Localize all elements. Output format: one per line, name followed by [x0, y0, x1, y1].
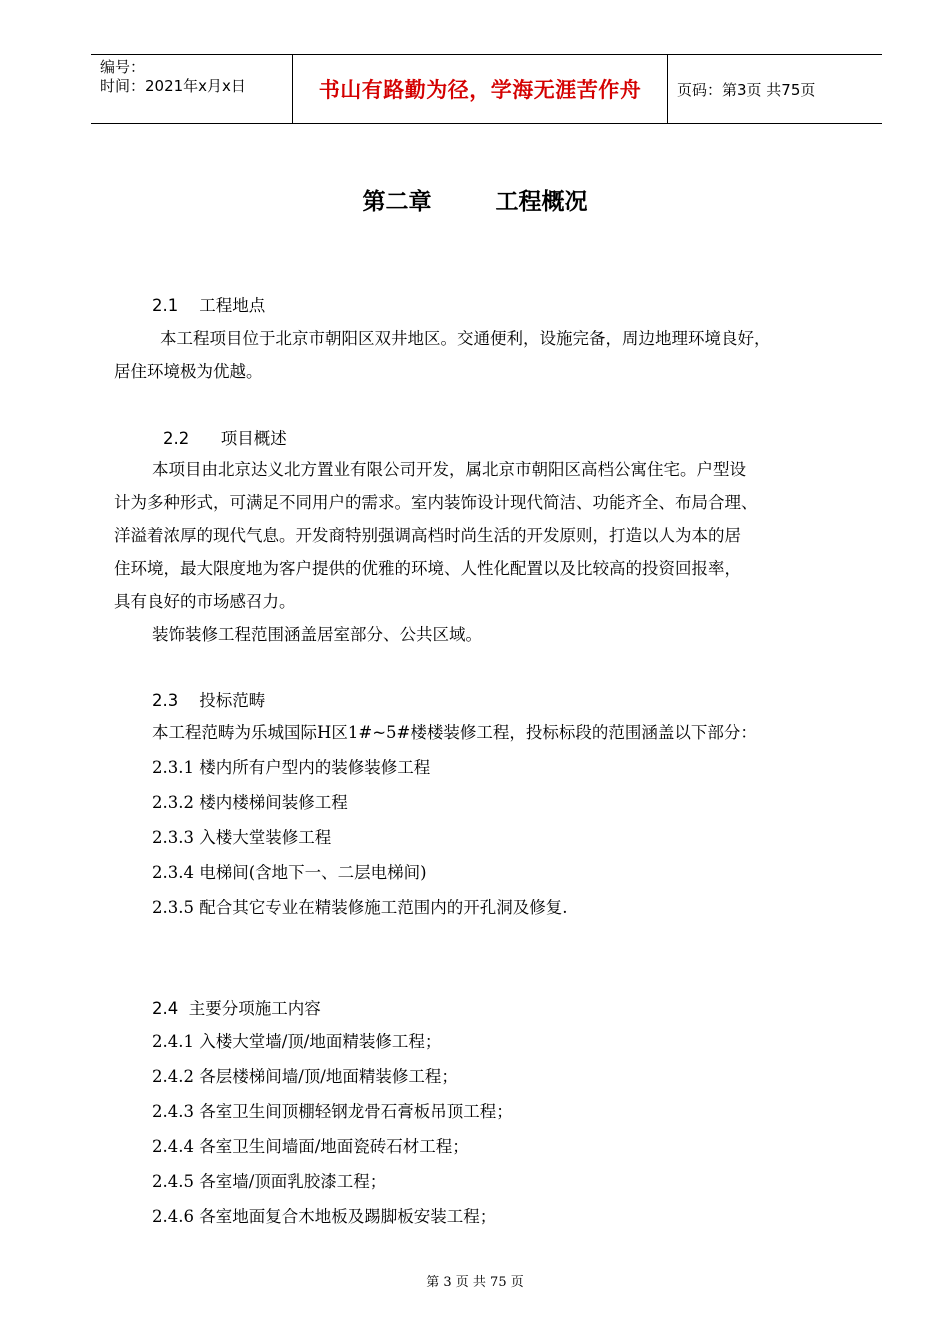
- list-item: 2.4.5 各室墙/顶面乳胶漆工程；: [152, 1172, 387, 1191]
- header-left-cell: [91, 55, 292, 123]
- doc-number-label: 编号：: [100, 58, 146, 76]
- header-motto: 书山有路勤为径，学海无涯苦作舟: [318, 78, 642, 102]
- list-item: 2.3.4 电梯间(含地下一、二层电梯间): [152, 863, 427, 882]
- section-heading-2-1: 2.1 工程地点: [152, 296, 266, 315]
- paragraph-line: 具有良好的市场感召力。: [114, 592, 296, 611]
- header-page-cell: [668, 55, 882, 123]
- list-item: 2.3.1 楼内所有户型内的装修装修工程: [152, 758, 431, 777]
- list-item: 2.4.3 各室卫生间顶棚轻钢龙骨石膏板吊顶工程；: [152, 1102, 513, 1121]
- list-item: 2.4.6 各室地面复合木地板及踢脚板安装工程；: [152, 1207, 497, 1226]
- page-footer: 第 3 页 共 75 页: [426, 1275, 524, 1290]
- list-item: 2.4.1 入楼大堂墙/顶/地面精装修工程；: [152, 1032, 442, 1051]
- paragraph-line: 装饰装修工程范围涵盖居室部分、公共区域。: [152, 625, 482, 644]
- paragraph-line: 本项目由北京达义北方置业有限公司开发，属北京市朝阳区高档公寓住宅。户型设: [152, 460, 746, 479]
- section-heading-2-2: 2.2 项目概述: [163, 429, 287, 448]
- list-item: 2.3.5 配合其它专业在精装修施工范围内的开孔洞及修复.: [152, 898, 568, 917]
- paragraph-line: 居住环境极为优越。: [114, 362, 263, 381]
- list-item: 2.3.2 楼内楼梯间装修工程: [152, 793, 348, 812]
- section-heading-2-3: 2.3 投标范畴: [152, 691, 266, 710]
- paragraph-line: 洋溢着浓厚的现代气息。开发商特别强调高档时尚生活的开发原则，打造以人为本的居: [114, 526, 741, 545]
- doc-date-label: 时间：2021年x月x日: [100, 77, 246, 95]
- header-page-code: 页码：第3页 共75页: [677, 80, 816, 99]
- list-item: 2.4.4 各室卫生间墙面/地面瓷砖石材工程；: [152, 1137, 469, 1156]
- page-header: [91, 54, 882, 124]
- paragraph-line: 本工程范畴为乐城国际H区1#~5#楼楼装修工程，投标标段的范围涵盖以下部分：: [152, 723, 757, 742]
- section-heading-2-4: 2.4 主要分项施工内容: [152, 999, 321, 1018]
- paragraph-line: 本工程项目位于北京市朝阳区双井地区。交通便利，设施完备，周边地理环境良好，: [160, 329, 771, 348]
- header-motto-cell: [292, 55, 668, 123]
- paragraph-line: 计为多种形式，可满足不同用户的需求。室内装饰设计现代简洁、功能齐全、布局合理、: [114, 493, 758, 512]
- paragraph-line: 住环境，最大限度地为客户提供的优雅的环境、人性化配置以及比较高的投资回报率，: [114, 559, 741, 578]
- list-item: 2.4.2 各层楼梯间墙/顶/地面精装修工程；: [152, 1067, 458, 1086]
- chapter-title: 第二章 工程概况: [362, 189, 588, 215]
- list-item: 2.3.3 入楼大堂装修工程: [152, 828, 332, 847]
